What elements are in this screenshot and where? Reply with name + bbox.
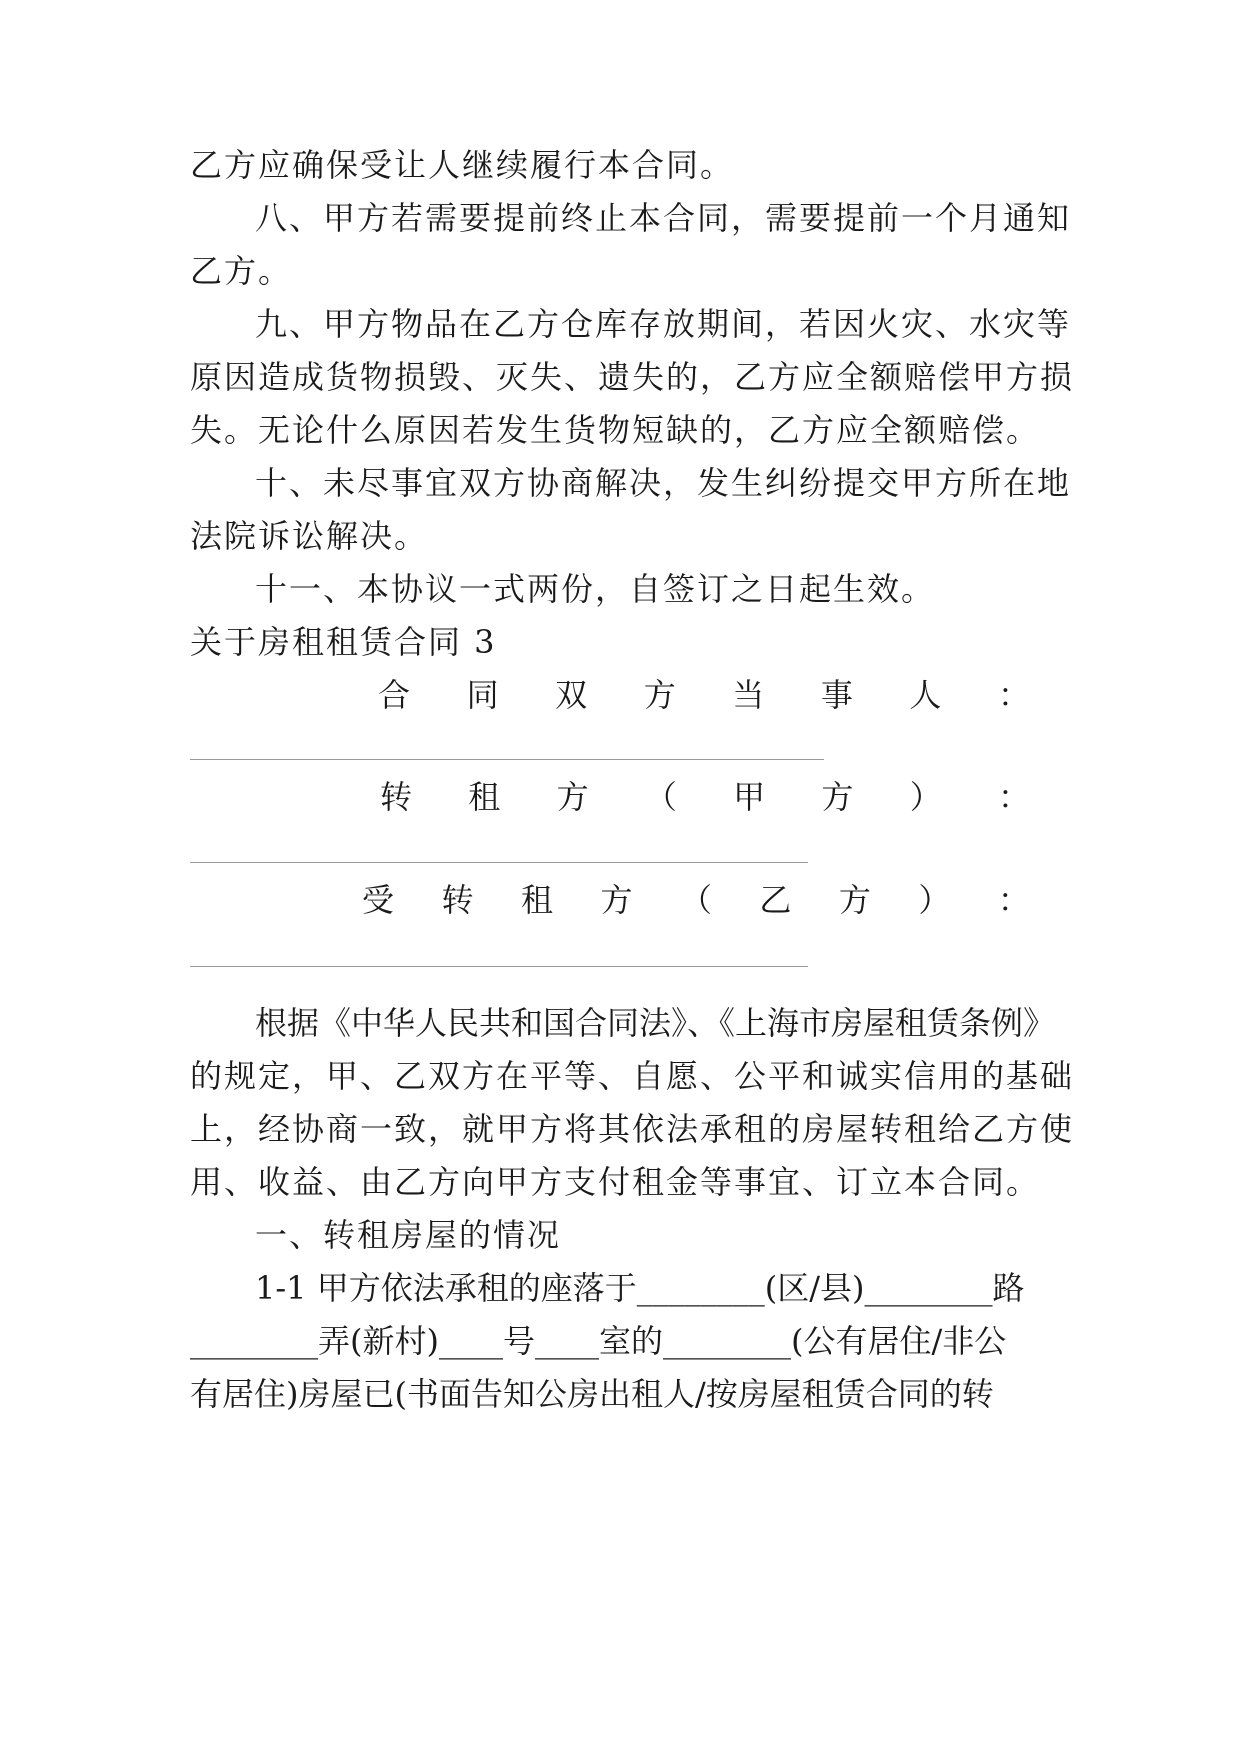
party-char: 方 [643,676,676,714]
party-char: 方 [600,881,633,919]
party-char: 受 [362,881,395,919]
party-char: 方 [838,881,871,919]
paragraph-line: 八、甲方若需要提前终止本合同，需要提前一个月通知 [255,199,1072,237]
paragraph-line: 根据《中华人民共和国合同法》、《上海市房屋租赁条例》 [255,1004,1056,1042]
party-char: 方 [821,778,854,816]
party-char: 租 [520,881,553,919]
blank-line [190,759,824,760]
party-char: ： [997,676,1030,714]
paragraph-line: 1-1 甲方依法承租的座落于________(区/县)________路 [255,1269,1025,1307]
party-char: 事 [820,676,853,714]
paragraph-line: 乙方。 [190,252,293,290]
paragraph-line: 失。无论什么原因若发生货物短缺的，乙方应全额赔偿。 [190,411,1041,449]
party-char: ： [997,881,1030,919]
lessee-line [362,878,1030,922]
party-char: ： [997,778,1030,816]
lessor-line [380,775,1030,819]
party-char: （ [679,881,712,919]
paragraph-line: 有居住)房屋已(书面告知公房出租人/按房屋租赁合同的转 [190,1375,994,1413]
section-heading: 一、转租房屋的情况 [255,1216,562,1254]
blank-line [190,862,808,863]
paragraph-line: 用、收益、由乙方向甲方支付租金等事宜、订立本合同。 [190,1163,1041,1201]
party-char: ） [909,778,942,816]
paragraph-line: ________弄(新村)____号____室的________(公有居住/非公 [190,1322,1007,1360]
paragraph-line: 乙方应确保受让人继续履行本合同。 [190,146,735,184]
party-header-line [378,673,1030,717]
paragraph-line: 的规定，甲、乙双方在平等、自愿、公平和诚实信用的基础 [190,1057,1075,1095]
paragraph-line: 九、甲方物品在乙方仓库存放期间，若因火灾、水灾等 [255,305,1072,343]
party-char: 合 [378,676,411,714]
paragraph-line: 十、未尽事宜双方协商解决，发生纠纷提交甲方所在地 [255,464,1072,502]
paragraph-line: 上，经协商一致，就甲方将其依法承租的房屋转租给乙方使 [190,1110,1075,1148]
party-char: 转 [380,778,413,816]
party-char: （ [644,778,677,816]
paragraph-line: 原因造成货物损毁、灭失、遗失的，乙方应全额赔偿甲方损 [190,358,1075,396]
paragraph-line: 十一、本协议一式两份，自签订之日起生效。 [255,570,936,608]
party-char: 乙 [759,881,792,919]
party-char: 租 [468,778,501,816]
section-title: 关于房租租赁合同 3 [190,623,497,661]
party-char: 同 [466,676,499,714]
party-char: 甲 [733,778,766,816]
party-char: ） [918,881,951,919]
party-char: 双 [555,676,588,714]
party-char: 转 [441,881,474,919]
party-char: 人 [909,676,942,714]
party-char: 方 [556,778,589,816]
blank-line [190,966,808,967]
party-char: 当 [732,676,765,714]
paragraph-line: 法院诉讼解决。 [190,517,429,555]
